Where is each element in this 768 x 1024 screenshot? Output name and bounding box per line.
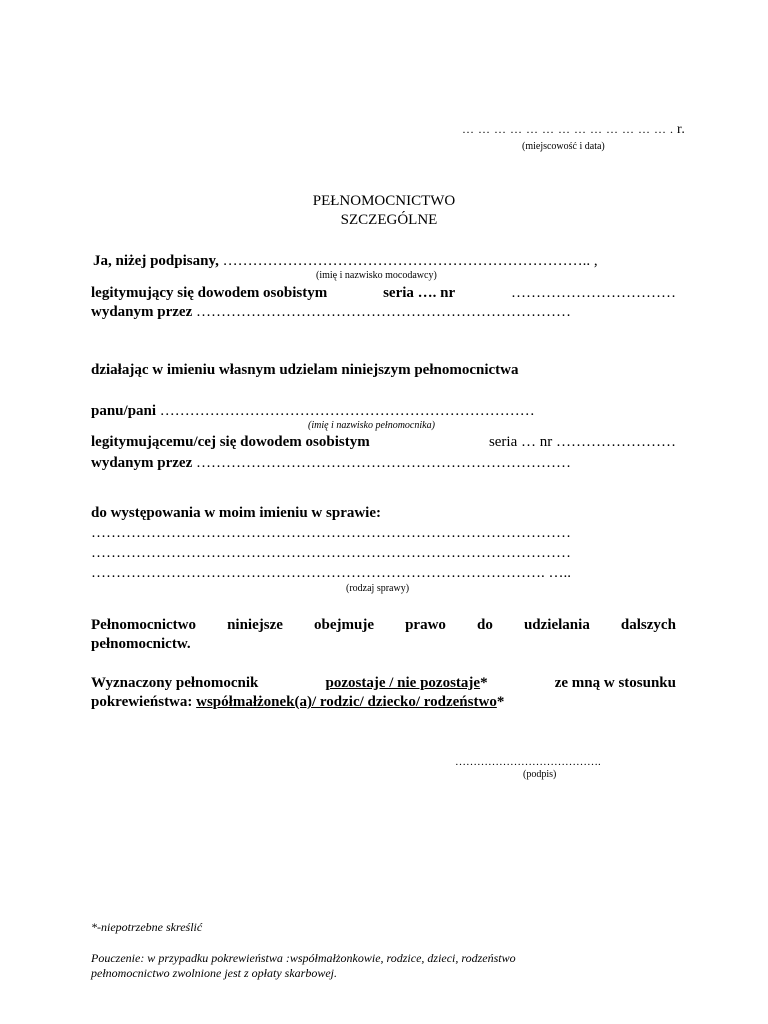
principal-issued-label: wydanym przez (91, 304, 196, 320)
place-date-suffix: r. (677, 122, 686, 137)
matter-line-2: …………………………………………………………………………………… (91, 545, 571, 561)
further-powers-line1 (91, 617, 676, 634)
place-date-dots: … … … … … … … … … … … … … . (462, 122, 677, 136)
further-powers-word: niniejsze (227, 617, 283, 633)
relation-option: pozostaje / nie pozostaje (325, 675, 481, 691)
further-powers-word: dalszych (620, 617, 676, 633)
agent-intro: panu/pani (91, 403, 160, 419)
further-powers-word: Pełnomocnictwo (91, 617, 196, 633)
signature-dots: …………………………………. (455, 756, 601, 768)
place-date-caption: (miejscowość i data) (522, 141, 605, 152)
further-powers-word: udzielania (523, 617, 590, 633)
further-powers-line2: pełnomocnictw. (91, 636, 191, 652)
document-title-line1: PEŁNOMOCNICTWO (312, 193, 456, 209)
principal-issued-line (91, 304, 571, 321)
principal-id-series: seria …. nr (383, 285, 456, 301)
principal-name-dots: ……………………………………………………………….. , (222, 253, 598, 269)
relation-line2 (91, 694, 504, 711)
principal-name-line (93, 253, 598, 270)
principal-id-line (91, 285, 676, 302)
matter-label: do występowania w moim imieniu w sprawie: (91, 505, 382, 521)
relation-line1 (91, 675, 676, 692)
matter-caption: (rodzaj sprawy) (346, 583, 410, 594)
agent-name-dots: ………………………………………………………………… (159, 403, 535, 419)
principal-intro: Ja, niżej podpisany, (93, 253, 223, 269)
principal-issued-dots: ………………………………………………………………… (196, 304, 571, 320)
agent-id-label: legitymującemu/cej się dowodem osobistym (91, 434, 370, 450)
agent-issued-dots: ………………………………………………………………… (196, 455, 571, 471)
relation-line2-prefix: pokrewieństwa: (91, 694, 197, 710)
strike-note: *-niepotrzebne skreślić (91, 920, 203, 934)
relation-line2-options: współmałżonek(a)/ rodzic/ dziecko/ rodzeństwo (196, 694, 497, 710)
agent-issued-label: wydanym przez (91, 455, 196, 471)
agent-id-series: seria … nr …………………… (488, 434, 676, 450)
relation-asterisk: * (480, 675, 488, 691)
principal-id-label: legitymujący się dowodem osobistym (91, 285, 328, 301)
agent-name-caption: (imię i nazwisko pełnomocnika) (308, 420, 435, 431)
relation-prefix: Wyznaczony pełnomocnik (91, 675, 259, 691)
relation-option-group (326, 675, 488, 692)
principal-id-number-dots: …………………………… (510, 285, 676, 301)
acting-statement: działając w imieniu własnym udzielam niniejszym pełnomocnictwa (91, 362, 519, 378)
principal-name-caption: (imię i nazwisko mocodawcy) (316, 270, 437, 281)
agent-issued-line (91, 455, 571, 472)
matter-line-3: ………………………………………………………………………………. ….. (91, 565, 571, 581)
document-title-line2: SZCZEGÓLNE (340, 212, 438, 228)
instruction-line-2: pełnomocnictwo zwolnione jest z opłaty skarbowej. (91, 966, 337, 980)
agent-name-line (91, 403, 535, 420)
matter-line-1: …………………………………………………………………………………… (91, 525, 571, 541)
relation-suffix: ze mną w stosunku (554, 675, 676, 691)
relation-line2-asterisk: * (496, 694, 505, 710)
instruction-line-1: Pouczenie: w przypadku pokrewieństwa :współmałżonkowie, rodzice, dzieci, rodzeństwo (91, 951, 516, 965)
further-powers-word: obejmuje (314, 617, 374, 633)
place-date-line (462, 122, 685, 138)
agent-id-line (91, 434, 676, 451)
further-powers-word: prawo (405, 617, 446, 633)
signature-caption: (podpis) (523, 769, 557, 780)
further-powers-word: do (477, 617, 493, 633)
